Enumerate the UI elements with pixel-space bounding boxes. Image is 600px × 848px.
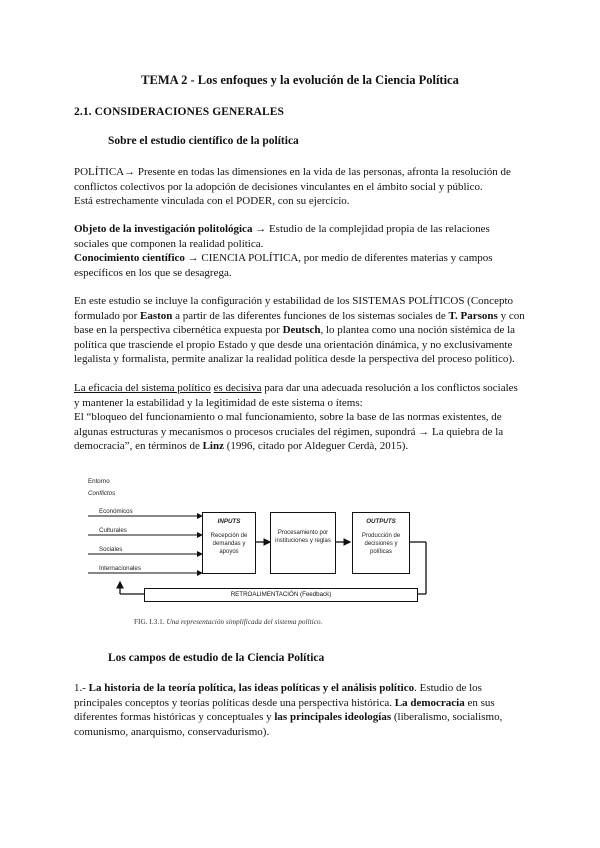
bold-term: La democracia (394, 696, 465, 709)
input-culturales: Culturales (99, 527, 127, 534)
bold-term: las principales ideologías (274, 711, 392, 724)
author-easton: Easton (139, 309, 173, 322)
text-span: 1.- (74, 682, 89, 694)
text-span: . Estudio de los (414, 682, 482, 694)
caption-text: Una representación simplificada del sistema político. (166, 617, 323, 626)
text-line: conflictos colectivos por la adopción de decisiones vinculantes en el ámbito social y público. (74, 180, 483, 193)
text-span: → CIENCIA POLÍTICA, por medio de diferentes materias y campos (184, 252, 493, 265)
input-economicos: Económicos (99, 508, 133, 515)
underlined-term: La eficacia del sistema político (74, 382, 211, 394)
author-deutsch: Deutsch (282, 324, 321, 337)
paragraph-politica (74, 165, 526, 209)
text-span: (liberalismo, socialismo, (391, 711, 503, 724)
text-line: Está estrechamente vinculada con el PODER, con su ejercicio. (74, 195, 350, 208)
text-line: sociales que componen la realidad política. (74, 237, 264, 250)
text-span: → Estudio de la complejidad propia de las relaciones (252, 223, 490, 235)
bold-term: La historia de la teoría política, las ideas políticas y el análisis político (88, 682, 415, 694)
text-span: base en la perspectiva cibernética expuesta por (74, 324, 283, 337)
text-span: , lo plantea como una noción sistémica de la (320, 324, 516, 337)
text-span: principales conceptos y teorías políticas desde una perspectiva histórica. (74, 696, 395, 709)
text-line: En este estudio se incluye la configuración y estabilidad de los SISTEMAS POLÍTICOS (Concepto (74, 295, 514, 307)
text-span: para dar una adecuada resolución a los conflictos sociales (261, 382, 518, 394)
feedback-box: RETROALIMENTACIÓN (Feedback) (144, 588, 418, 602)
paragraph-campos (74, 681, 526, 739)
underlined-term: es decisiva (213, 382, 262, 394)
outputs-box (352, 512, 410, 574)
diagram-entorno: Entorno (88, 478, 110, 485)
text-span: en sus (464, 696, 495, 709)
figure-caption (134, 617, 322, 626)
text-line: legalista y formalista, permite analizar la realidad política desde la perspectiva del proceso político). (74, 353, 515, 366)
text-span: y con (497, 309, 525, 322)
bold-term: Objeto de la investigación politológica (74, 223, 253, 235)
input-sociales: Sociales (99, 546, 123, 553)
process-body: Procesamiento por instituciones y reglas (275, 530, 331, 544)
text-line: algunas estructuras y mecanismos o procesos cruciales del régimen, supondrá → La quiebra de la (74, 425, 504, 438)
text-line: específicos en los que se desagrega. (74, 266, 232, 279)
subsection-heading: Sobre el estudio científico de la política (108, 135, 299, 147)
input-internacionales: Internacionales (99, 565, 141, 572)
paragraph-eficacia (74, 381, 526, 454)
outputs-body: Producción de decisiones y políticas (361, 533, 401, 555)
text-span: democracia”, en términos de (74, 440, 203, 453)
document-title: TEMA 2 - Los enfoques y la evolución de la Ciencia Política (141, 73, 459, 87)
caption-fig: FIG. I.3.1. (134, 617, 165, 626)
text-line: comunismo, anarquismo, conservadurismo). (74, 725, 270, 738)
inputs-box (202, 512, 256, 574)
text-span: formulado por (74, 309, 140, 322)
bold-term: Conocimiento científico (74, 252, 185, 265)
section-heading: 2.1. CONSIDERACIONES GENERALES (74, 106, 285, 118)
text-line: POLÍTICA→ Presente en todas las dimensiones en la vida de las personas, afronta la resolución de (74, 166, 511, 178)
text-line: El “bloqueo del funcionamiento o mal funcionamiento, sobre la base de las normas existentes, de (74, 411, 502, 424)
outputs-title: OUTPUTS (366, 518, 396, 525)
text-span: (1996, citado por Aldeguer Cerdà, 2015). (224, 440, 409, 453)
subsection-heading: Los campos de estudio de la Ciencia Política (108, 652, 325, 664)
process-box (270, 512, 336, 574)
text-line: política que trasciende el propio Estado y que desde una orientación dinámica, y no exclusivamente (74, 338, 513, 351)
inputs-title: INPUTS (217, 518, 241, 525)
text-span: a partir de las diferentes funciones de los sistemas sociales de (172, 309, 449, 322)
political-system-diagram (74, 472, 526, 634)
author-linz: Linz (202, 440, 224, 453)
text-line: y mantener la estabilidad y la legitimidad de este sistema o ítems: (74, 396, 363, 409)
author-parsons: T. Parsons (448, 309, 498, 322)
diagram-conflictos: Conflictos (88, 490, 116, 497)
paragraph-sistemas (74, 294, 526, 367)
inputs-body: Recepción de demandas y apoyos (210, 533, 248, 555)
paragraph-objeto (74, 222, 526, 280)
text-span: diferentes formas históricas y conceptuales y (74, 711, 275, 724)
